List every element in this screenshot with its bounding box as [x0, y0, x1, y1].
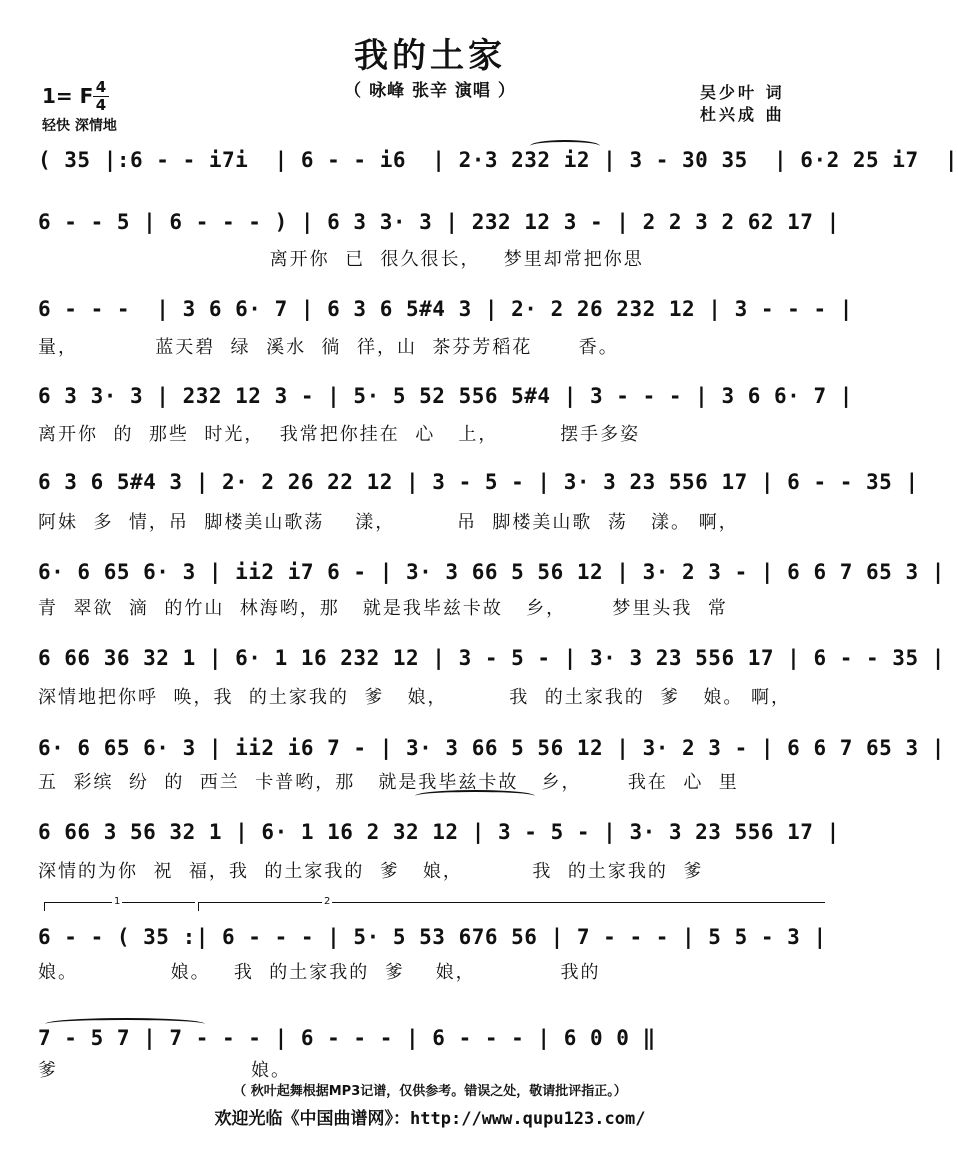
notation-line-7: 6 66 36 32 1 | 6· 1 16 232 12 | 3 - 5 - | 3· 3 23 556 17 | 6 - - 35 | [38, 646, 945, 670]
lyricist-credit: 吴少叶 词 [700, 83, 785, 102]
notation-line-9: 6 66 3 56 32 1 | 6· 1 16 2 32 12 | 3 - 5 - | 3· 3 23 556 17 | [38, 820, 840, 844]
key-signature: 1= F [42, 84, 94, 108]
tempo-marking: 轻快 深情地 [42, 118, 117, 134]
lyric-line-9: 深情的为你 祝 福，我 的土家我的 爹 娘， 我 的土家我的 爹 [38, 861, 704, 882]
notation-line-10: 6 - - ( 35 :| 6 - - - | 5· 5 53 676 56 | 7 - - - | 5 5 - 3 | [38, 925, 827, 949]
lyric-line-3: 量， 蓝天碧 绿 溪水 徜 徉，山 茶芬芳稻花 香。 [38, 337, 619, 358]
notation-line-3: 6 - - - | 3 6 6· 7 | 6 3 6 5#4 3 | 2· 2 26 232 12 | 3 - - - | [38, 297, 853, 321]
performers: （ 咏峰 张辛 演唱 ） [344, 81, 516, 101]
notation-line-6: 6· 6 65 6· 3 | ii2 i7 6 - | 3· 3 66 5 56 12 | 3· 2 3 - | 6 6 7 65 3 | [38, 560, 945, 584]
song-title: 我的土家 [354, 36, 506, 76]
notation-line-4: 6 3 3· 3 | 232 12 3 - | 5· 5 52 556 5#4 | 3 - - - | 3 6 6· 7 | [38, 384, 853, 408]
time-signature-bottom: 4 [95, 96, 107, 114]
lyric-line-5: 阿妹 多 情，吊 脚楼美山歌荡 漾， 吊 脚楼美山歌 荡 漾。 啊， [38, 512, 739, 533]
notation-line-5: 6 3 6 5#4 3 | 2· 2 26 22 12 | 3 - 5 - | 3· 3 23 556 17 | 6 - - 35 | [38, 470, 919, 494]
composer-credit: 杜兴成 曲 [700, 105, 785, 124]
lyric-line-11: 爹 娘。 [38, 1060, 292, 1081]
volta-number-1: 1 [114, 896, 121, 907]
lyric-line-7: 深情地把你呼 唤，我 的土家我的 爹 娘， 我 的土家我的 爹 娘。 啊， [38, 687, 792, 708]
site-credit: 欢迎光临《中国曲谱网》：http://www.qupu123.com/ [214, 1109, 646, 1129]
volta-bracket-2 [198, 902, 825, 911]
lyric-line-10: 娘。 娘。 我 的土家我的 爹 娘， 我的 [38, 962, 601, 983]
notation-line-11: 7 - 5 7 | 7 - - - | 6 - - - | 6 - - - | 6 0 0 ‖ [38, 1026, 656, 1050]
notation-line-8: 6· 6 65 6· 3 | ii2 i6 7 - | 3· 3 66 5 56 12 | 3· 2 3 - | 6 6 7 65 3 | [38, 736, 945, 760]
slur [530, 140, 600, 152]
time-signature [93, 80, 109, 113]
lyric-line-6: 青 翠欲 滴 的竹山 林海哟，那 就是我毕兹卡故 乡， 梦里头我 常 [38, 598, 728, 619]
lyric-line-2: 离开你 已 很久很长， 梦里却常把你思 [38, 249, 644, 270]
transcriber-note: （ 秋叶起舞根据MP3记谱，仅供参考。错误之处，敬请批评指正。） [233, 1084, 627, 1099]
slur [45, 1018, 205, 1030]
notation-line-2: 6 - - 5 | 6 - - - ) | 6 3 3· 3 | 232 12 3 - | 2 2 3 2 62 17 | [38, 210, 840, 234]
lyric-line-8: 五 彩缤 纷 的 西兰 卡普哟，那 就是我毕兹卡故 乡， 我在 心 里 [38, 772, 739, 793]
notation-line-1: ( 35 |:6 - - i7i | 6 - - i6 | 2·3 232 i2 | 3 - 30 35 | 6·2 25 i7 | [38, 148, 958, 172]
slur [415, 790, 535, 802]
volta-number-2: 2 [324, 896, 331, 907]
time-signature-top: 4 [95, 78, 107, 96]
lyric-line-4: 离开你 的 那些 时光， 我常把你挂在 心 上， 摆手多姿 [38, 424, 641, 445]
